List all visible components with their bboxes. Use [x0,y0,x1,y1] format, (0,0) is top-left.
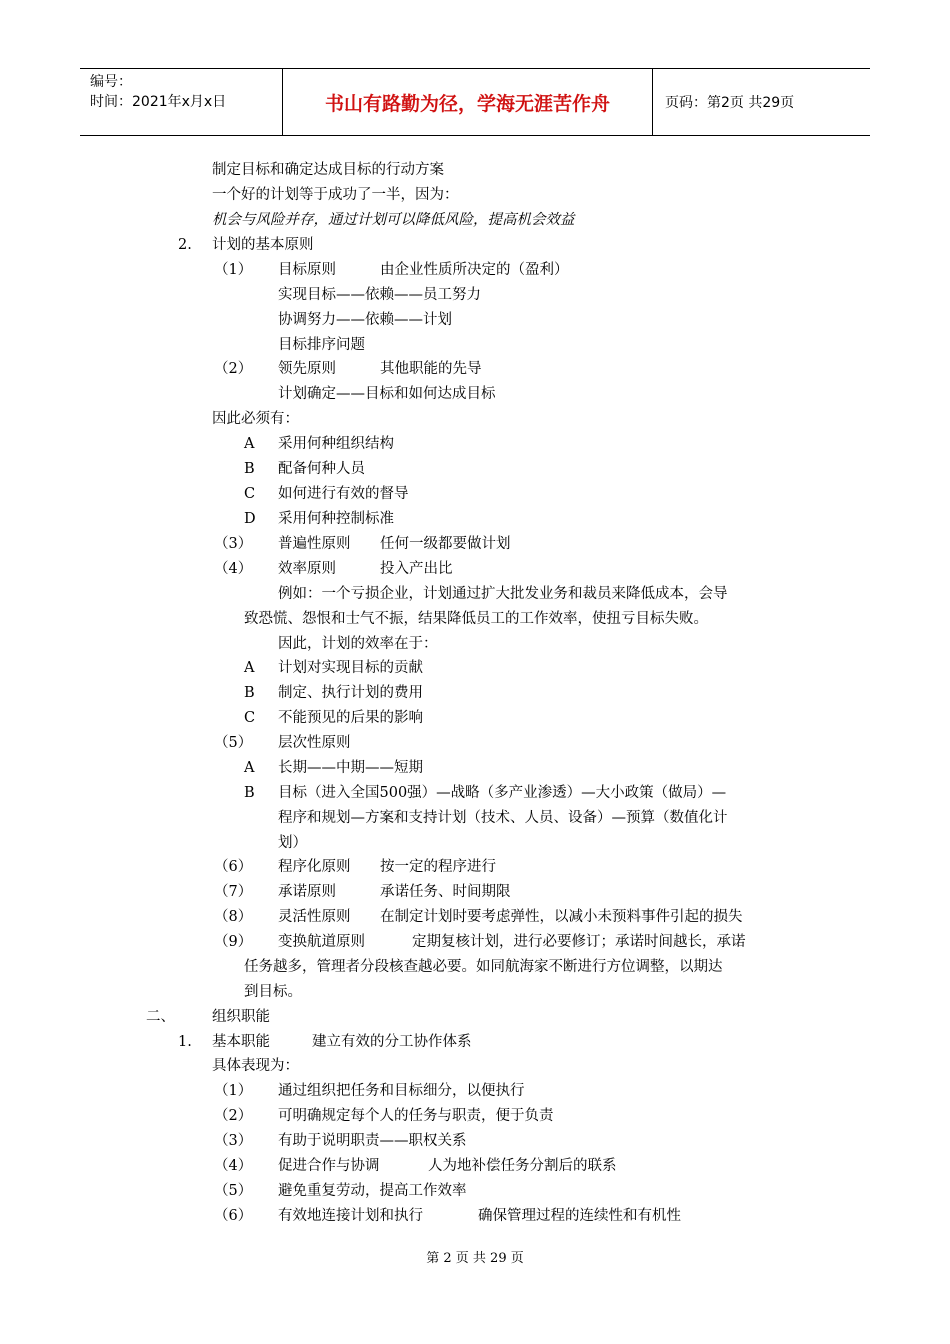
body-line: 任何一级都要做计划 [380,536,511,552]
body-line: 投入产出比 [380,561,453,577]
body-line: 致恐慌、怨恨和士气不振，结果降低员工的工作效率，使扭亏目标失败。 [244,611,708,627]
body-line: 任务越多，管理者分段核查越必要。如同航海家不断进行方位调整，以期达 [244,959,723,975]
item-letter: B [244,461,255,477]
body-line-emphasis: 机会与风险并存，通过计划可以降低风险，提高机会效益 [212,212,575,228]
body-line: 变换航道原则 [278,934,365,950]
body-line: 灵活性原则 [278,909,351,925]
body-line: 不能预见的后果的影响 [278,710,423,726]
body-line: 领先原则 [278,361,336,377]
item-letter: C [244,710,256,726]
item-number: （1） [214,1083,253,1099]
body-line: 有助于说明职责——职权关系 [278,1133,467,1149]
body-line: 可明确规定每个人的任务与职责，便于负责 [278,1108,554,1124]
body-line: 普遍性原则 [278,536,351,552]
item-number: （3） [214,536,253,552]
body-line: 计划对实现目标的贡献 [278,660,423,676]
header-meta [80,69,283,135]
body-line: 实现目标——依赖——员工努力 [278,287,481,303]
item-number: （5） [214,735,253,751]
item-number: （1） [214,262,253,278]
section-number: 二、 [146,1009,175,1025]
body-line: 由企业性质所决定的（盈利） [380,262,569,278]
body-line: 到目标。 [244,984,302,1000]
body-line: 采用何种组织结构 [278,436,394,452]
time-label: 时间：2021年x月x日 [90,94,227,110]
body-line: 基本职能 [212,1034,270,1050]
body-line: 层次性原则 [278,735,351,751]
body-line: 其他职能的先导 [380,361,482,377]
body-line: 定期复核计划，进行必要修订；承诺时间越长，承诺 [412,934,746,950]
body-line: 在制定计划时要考虑弹性，以减小未预料事件引起的损失 [380,909,743,925]
section-number: 1. [178,1034,192,1050]
body-line: 计划确定——目标和如何达成目标 [278,386,496,402]
body-line: 按一定的程序进行 [380,859,496,875]
header-motto: 书山有路勤为径，学海无涯苦作舟 [324,92,610,115]
item-letter: A [244,660,255,676]
body-line: 程序和规划—方案和支持计划（技术、人员、设备）—预算（数值化计 [278,810,728,826]
body-line: 如何进行有效的督导 [278,486,409,502]
body-line: 目标（进入全国500强）—战略（多产业渗透）—大小政策（做局）— [278,785,727,801]
body-line: 有效地连接计划和执行 [278,1208,423,1224]
code-label: 编号： [90,74,132,90]
section-number: 2. [178,237,192,253]
body-line: 一个好的计划等于成功了一半，因为： [212,187,459,203]
item-letter: A [244,760,255,776]
item-letter: B [244,785,255,801]
body-line: 效率原则 [278,561,336,577]
body-line: 确保管理过程的连续性和有机性 [478,1208,681,1224]
item-number: （4） [214,561,253,577]
item-number: （2） [214,361,253,377]
body-line: 制定、执行计划的费用 [278,685,423,701]
item-number: （6） [214,859,253,875]
body-line: 具体表现为： [212,1058,299,1074]
body-line: 人为地补偿任务分割后的联系 [428,1158,617,1174]
item-letter: B [244,685,255,701]
header-table [80,68,870,136]
body-line: 因此，计划的效率在于： [278,636,438,652]
body-line: 长期——中期——短期 [278,760,423,776]
body-line: 划） [278,835,307,851]
item-number: （2） [214,1108,253,1124]
body-line: 采用何种控制标准 [278,511,394,527]
header-page-info [653,69,870,135]
body-line: 通过组织把任务和目标细分，以便执行 [278,1083,525,1099]
item-number: （5） [214,1183,253,1199]
page-footer: 第 2 页 共 29 页 [426,1251,524,1266]
body-line: 避免重复劳动，提高工作效率 [278,1183,467,1199]
item-letter: D [244,511,256,527]
body-line: 承诺原则 [278,884,336,900]
page-info: 页码：第2页 共29页 [665,95,795,111]
item-number: （3） [214,1133,253,1149]
section-heading: 计划的基本原则 [212,237,314,253]
body-line: 目标原则 [278,262,336,278]
body-line: 程序化原则 [278,859,351,875]
section-heading: 组织职能 [212,1009,270,1025]
header-motto-cell [283,69,653,135]
item-number: （7） [214,884,253,900]
body-line: 建立有效的分工协作体系 [312,1034,472,1050]
item-letter: C [244,486,256,502]
body-line: 促进合作与协调 [278,1158,380,1174]
item-number: （9） [214,934,253,950]
item-number: （4） [214,1158,253,1174]
body-line: 因此必须有： [212,411,299,427]
body-line: 配备何种人员 [278,461,365,477]
body-line: 制定目标和确定达成目标的行动方案 [212,162,444,178]
item-letter: A [244,436,255,452]
item-number: （6） [214,1208,253,1224]
body-line: 协调努力——依赖——计划 [278,312,452,328]
body-line: 例如：一个亏损企业，计划通过扩大批发业务和裁员来降低成本，会导 [278,586,728,602]
item-number: （8） [214,909,253,925]
body-line: 承诺任务、时间期限 [380,884,511,900]
body-line: 目标排序问题 [278,337,365,353]
